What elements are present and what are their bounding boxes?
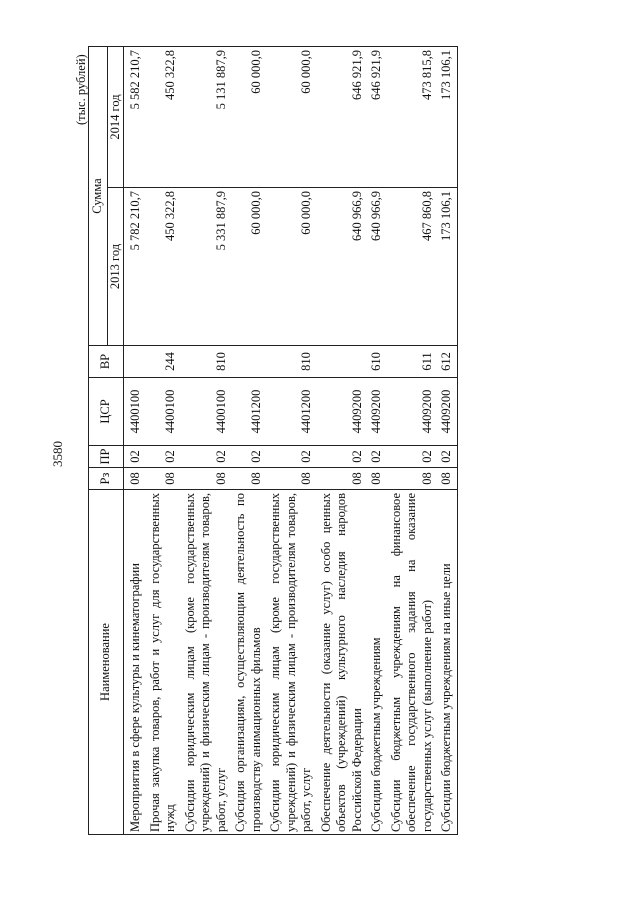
header-sum: Сумма xyxy=(89,47,108,346)
row-sum-2014: 60 000,0 xyxy=(266,47,317,188)
row-name: Субсидии бюджетным учреждениям на финансовое обеспечение государственного задания на оказание государственных услуг (выполнение работ) xyxy=(387,490,438,835)
row-vr xyxy=(317,346,368,378)
row-csr: 4400100 xyxy=(124,378,146,446)
row-sum-2013: 60 000,0 xyxy=(266,188,317,346)
row-sum-2013: 173 106,1 xyxy=(437,188,457,346)
table-row xyxy=(231,47,266,835)
row-sum-2013: 467 860,8 xyxy=(387,188,438,346)
row-sum-2013: 640 966,9 xyxy=(367,188,387,346)
row-csr: 4400100 xyxy=(181,378,232,446)
row-sum-2013: 640 966,9 xyxy=(317,188,368,346)
header-2014: 2014 год xyxy=(107,47,124,188)
row-vr: 611 xyxy=(387,346,438,378)
row-csr: 4409200 xyxy=(317,378,368,446)
row-rz: 08 xyxy=(124,468,146,490)
row-csr: 4409200 xyxy=(367,378,387,446)
row-vr xyxy=(231,346,266,378)
row-name: Субсидия организациям, осуществляющим деятельность по производству анимационных фильмов xyxy=(231,490,266,835)
row-sum-2014: 450 322,8 xyxy=(146,47,181,188)
table-row xyxy=(367,47,387,835)
row-pr: 02 xyxy=(181,446,232,468)
row-pr: 02 xyxy=(266,446,317,468)
row-rz: 08 xyxy=(317,468,368,490)
row-sum-2014: 646 921,9 xyxy=(317,47,368,188)
row-rz: 08 xyxy=(181,468,232,490)
row-name: Обеспечение деятельности (оказание услуг) особо ценных объектов (учреждений) культурного наследия народов Российской Федерации xyxy=(317,490,368,835)
header-csr: ЦСР xyxy=(89,378,124,446)
row-pr: 02 xyxy=(124,446,146,468)
table-row xyxy=(181,47,232,835)
table-row xyxy=(266,47,317,835)
units-note: (тыс. рублей) xyxy=(74,54,88,125)
table-row xyxy=(387,47,438,835)
row-vr: 810 xyxy=(181,346,232,378)
row-csr: 4401200 xyxy=(266,378,317,446)
row-rz: 08 xyxy=(437,468,457,490)
row-pr: 02 xyxy=(317,446,368,468)
table-header xyxy=(89,47,124,835)
budget-table xyxy=(88,46,458,835)
row-rz: 08 xyxy=(231,468,266,490)
row-pr: 02 xyxy=(367,446,387,468)
header-rz: Рз xyxy=(89,468,124,490)
row-sum-2014: 473 815,8 xyxy=(387,47,438,188)
table-body xyxy=(124,47,458,835)
header-2013: 2013 год xyxy=(107,188,124,346)
row-sum-2014: 646 921,9 xyxy=(367,47,387,188)
row-name: Субсидии бюджетным учреждениям на иные цели xyxy=(437,490,457,835)
header-name: Наименование xyxy=(89,490,124,835)
row-csr: 4400100 xyxy=(146,378,181,446)
row-sum-2014: 60 000,0 xyxy=(231,47,266,188)
row-pr: 02 xyxy=(437,446,457,468)
row-vr: 612 xyxy=(437,346,457,378)
row-name: Субсидии бюджетным учреждениям xyxy=(367,490,387,835)
row-csr: 4409200 xyxy=(437,378,457,446)
row-pr: 02 xyxy=(231,446,266,468)
table-row xyxy=(146,47,181,835)
row-sum-2014: 173 106,1 xyxy=(437,47,457,188)
row-name: Прочая закупка товаров, работ и услуг для государственных нужд xyxy=(146,490,181,835)
page-number: 3580 xyxy=(50,441,65,467)
row-sum-2013: 60 000,0 xyxy=(231,188,266,346)
row-pr: 02 xyxy=(146,446,181,468)
row-vr: 244 xyxy=(146,346,181,378)
row-name: Мероприятия в сфере культуры и кинематографии xyxy=(124,490,146,835)
header-vr: ВР xyxy=(89,346,124,378)
row-rz: 08 xyxy=(146,468,181,490)
row-sum-2014: 5 582 210,7 xyxy=(124,47,146,188)
row-sum-2013: 5 331 887,9 xyxy=(181,188,232,346)
row-rz: 08 xyxy=(387,468,438,490)
table-row xyxy=(317,47,368,835)
header-pr: ПР xyxy=(89,446,124,468)
row-csr: 4409200 xyxy=(387,378,438,446)
row-vr: 810 xyxy=(266,346,317,378)
row-sum-2014: 5 131 887,9 xyxy=(181,47,232,188)
row-name: Субсидии юридическим лицам (кроме государственных учреждений) и физическим лицам - производителям товаров, работ, услуг xyxy=(181,490,232,835)
row-sum-2013: 450 322,8 xyxy=(146,188,181,346)
table-row xyxy=(124,47,146,835)
row-sum-2013: 5 782 210,7 xyxy=(124,188,146,346)
row-vr xyxy=(124,346,146,378)
table-row xyxy=(437,47,457,835)
row-csr: 4401200 xyxy=(231,378,266,446)
row-rz: 08 xyxy=(367,468,387,490)
row-rz: 08 xyxy=(266,468,317,490)
row-pr: 02 xyxy=(387,446,438,468)
row-name: Субсидии юридическим лицам (кроме государственных учреждений) и физическим лицам - производителям товаров, работ, услуг xyxy=(266,490,317,835)
row-vr: 610 xyxy=(367,346,387,378)
